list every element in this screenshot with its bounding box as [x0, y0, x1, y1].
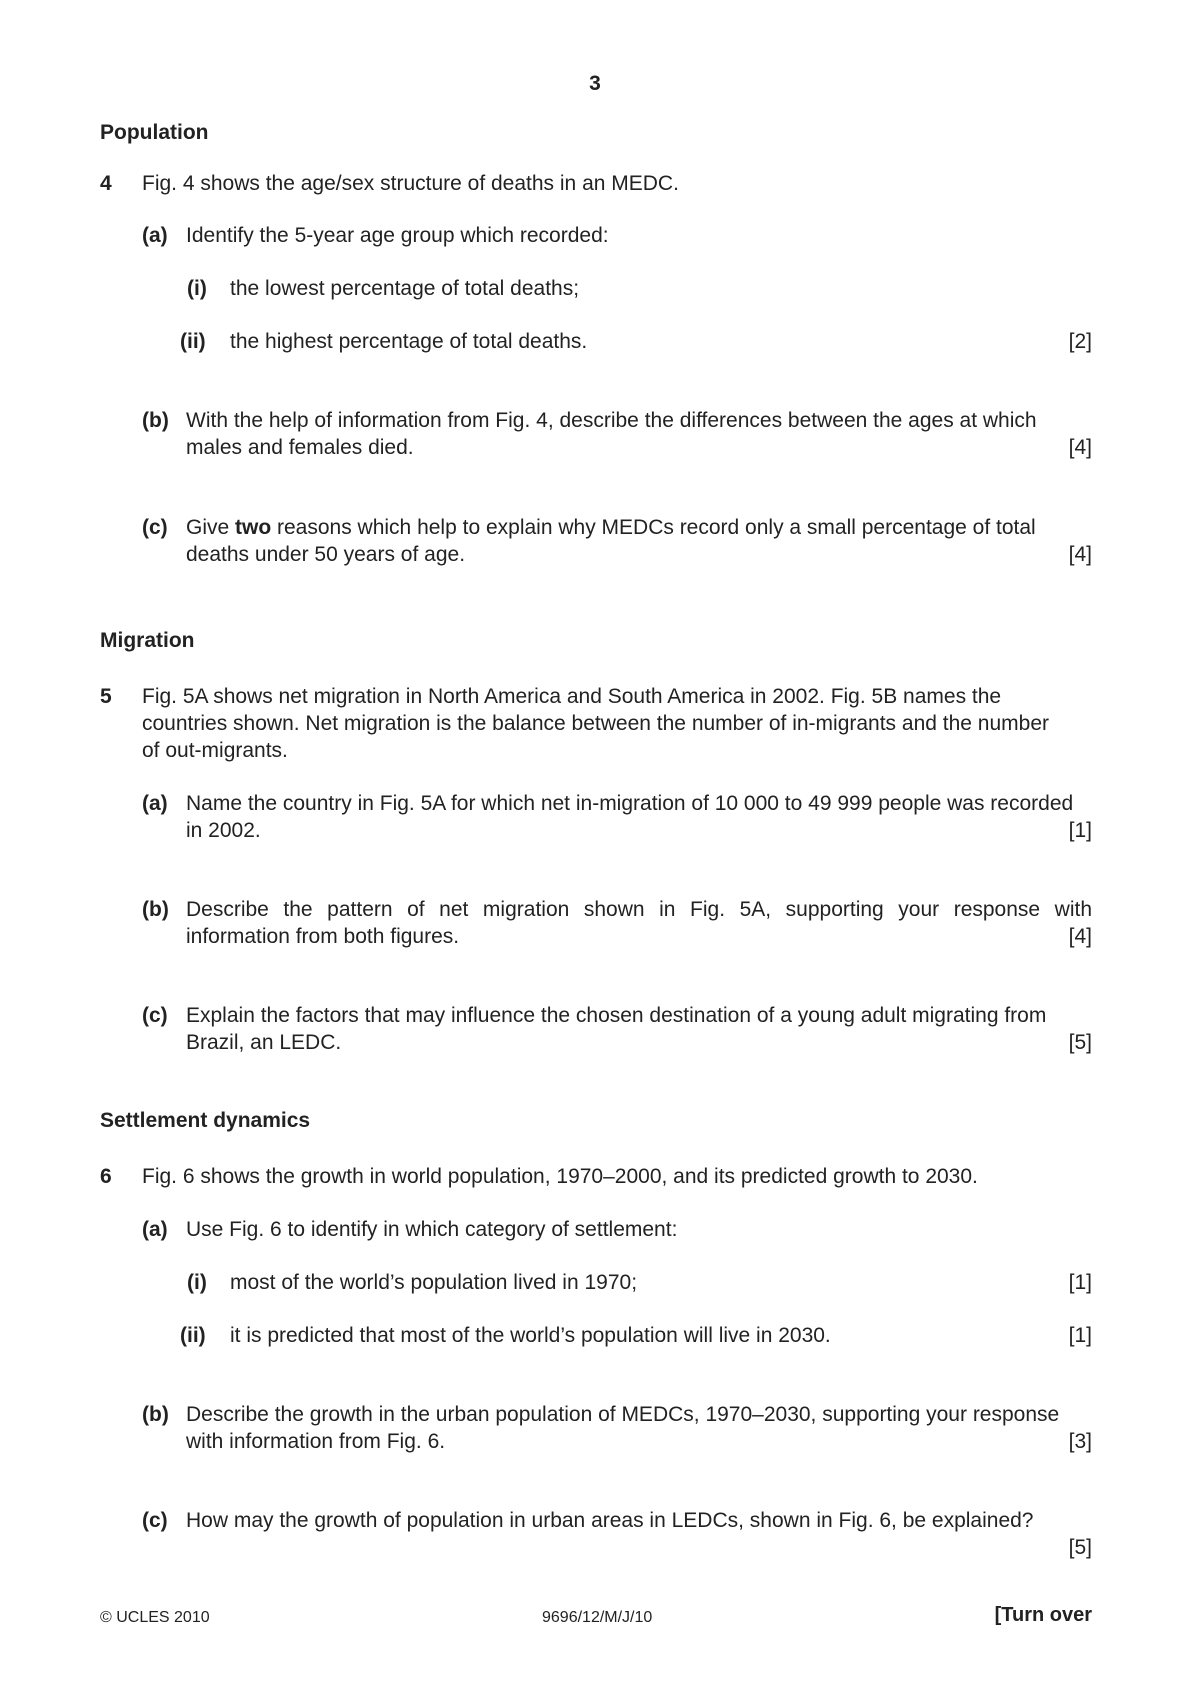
- part-label-5a: (a): [142, 792, 168, 815]
- marks-6ai: [1]: [1068, 1271, 1092, 1294]
- part-6c-line1: How may the growth of population in urban areas in LEDCs, shown in Fig. 6, be explained?: [186, 1509, 1034, 1532]
- marks-5a: [1]: [1068, 819, 1092, 842]
- subpart-4ai-text: the lowest percentage of total deaths;: [230, 277, 580, 300]
- marks-5b: [4]: [1068, 925, 1092, 948]
- question-5-stem-line3: of out-migrants.: [142, 739, 288, 762]
- part-label-6b: (b): [142, 1403, 169, 1426]
- question-number-5: 5: [100, 685, 112, 708]
- part-4c-line1-post: reasons which help to explain why MEDCs record only a small percentage of total: [271, 516, 1036, 539]
- part-label-5b: (b): [142, 898, 169, 921]
- part-label-4a: (a): [142, 224, 168, 247]
- part-5c-line2: Brazil, an LEDC.: [186, 1031, 342, 1054]
- subpart-label-4aii: (ii): [180, 330, 206, 353]
- question-number-6: 6: [100, 1165, 112, 1188]
- subpart-6aii-text: it is predicted that most of the world’s population will live in 2030.: [230, 1324, 831, 1347]
- part-label-6a: (a): [142, 1218, 168, 1241]
- part-5b-line2: information from both figures.: [186, 925, 460, 948]
- marks-4c: [4]: [1068, 543, 1092, 566]
- footer-turn-over: [Turn over: [994, 1604, 1092, 1626]
- part-4c-emphasis: two: [235, 516, 272, 539]
- footer-paper-code: 9696/12/M/J/10: [542, 1609, 653, 1626]
- part-5a-line1: Name the country in Fig. 5A for which net in-migration of 10 000 to 49 999 people was recorded: [186, 792, 1074, 815]
- marks-6c: [5]: [1068, 1536, 1092, 1559]
- question-5-stem-line2: countries shown. Net migration is the balance between the number of in-migrants and the number: [142, 712, 1049, 735]
- footer-copyright: © UCLES 2010: [100, 1609, 210, 1626]
- part-4b-line1: With the help of information from Fig. 4, describe the differences between the ages at which: [186, 409, 1037, 432]
- part-label-6c: (c): [142, 1509, 168, 1532]
- section-heading-migration: Migration: [100, 629, 195, 652]
- part-4c-line1-pre: Give: [186, 516, 236, 539]
- subpart-6ai-text: most of the world’s population lived in 1970;: [230, 1271, 638, 1294]
- part-4b-line2: males and females died.: [186, 436, 414, 459]
- question-4-stem: Fig. 4 shows the age/sex structure of deaths in an MEDC.: [142, 172, 679, 195]
- part-4c-line2: deaths under 50 years of age.: [186, 543, 466, 566]
- part-4c-line1: [186, 514, 1092, 541]
- marks-4b: [4]: [1068, 436, 1092, 459]
- part-4a-text: Identify the 5-year age group which recorded:: [186, 224, 609, 247]
- question-5-stem-line1: Fig. 5A shows net migration in North America and South America in 2002. Fig. 5B names the: [142, 685, 1002, 708]
- marks-6b: [3]: [1068, 1430, 1092, 1453]
- page-number: 3: [589, 72, 601, 95]
- subpart-label-6aii: (ii): [180, 1324, 206, 1347]
- part-6b-line1: Describe the growth in the urban population of MEDCs, 1970–2030, supporting your response: [186, 1403, 1060, 1426]
- subpart-4aii-text: the highest percentage of total deaths.: [230, 330, 588, 353]
- part-6b-line2: with information from Fig. 6.: [186, 1430, 446, 1453]
- section-heading-settlement-dynamics: Settlement dynamics: [100, 1109, 311, 1132]
- part-5c-line1: Explain the factors that may influence the chosen destination of a young adult migrating from: [186, 1004, 1047, 1027]
- question-number-4: 4: [100, 172, 112, 195]
- subpart-label-4ai: (i): [187, 277, 207, 300]
- marks-5c: [5]: [1068, 1031, 1092, 1054]
- part-5b-line1: Describe the pattern of net migration shown in Fig. 5A, supporting your response with: [186, 898, 1092, 921]
- part-6a-text: Use Fig. 6 to identify in which category of settlement:: [186, 1218, 678, 1241]
- part-label-4c: (c): [142, 516, 168, 539]
- section-heading-population: Population: [100, 121, 209, 144]
- part-5a-line2: in 2002.: [186, 819, 261, 842]
- part-label-4b: (b): [142, 409, 169, 432]
- part-label-5c: (c): [142, 1004, 168, 1027]
- marks-6aii: [1]: [1068, 1324, 1092, 1347]
- question-6-stem: Fig. 6 shows the growth in world population, 1970–2000, and its predicted growth to 2030.: [142, 1165, 978, 1188]
- marks-4a: [2]: [1068, 330, 1092, 353]
- subpart-label-6ai: (i): [187, 1271, 207, 1294]
